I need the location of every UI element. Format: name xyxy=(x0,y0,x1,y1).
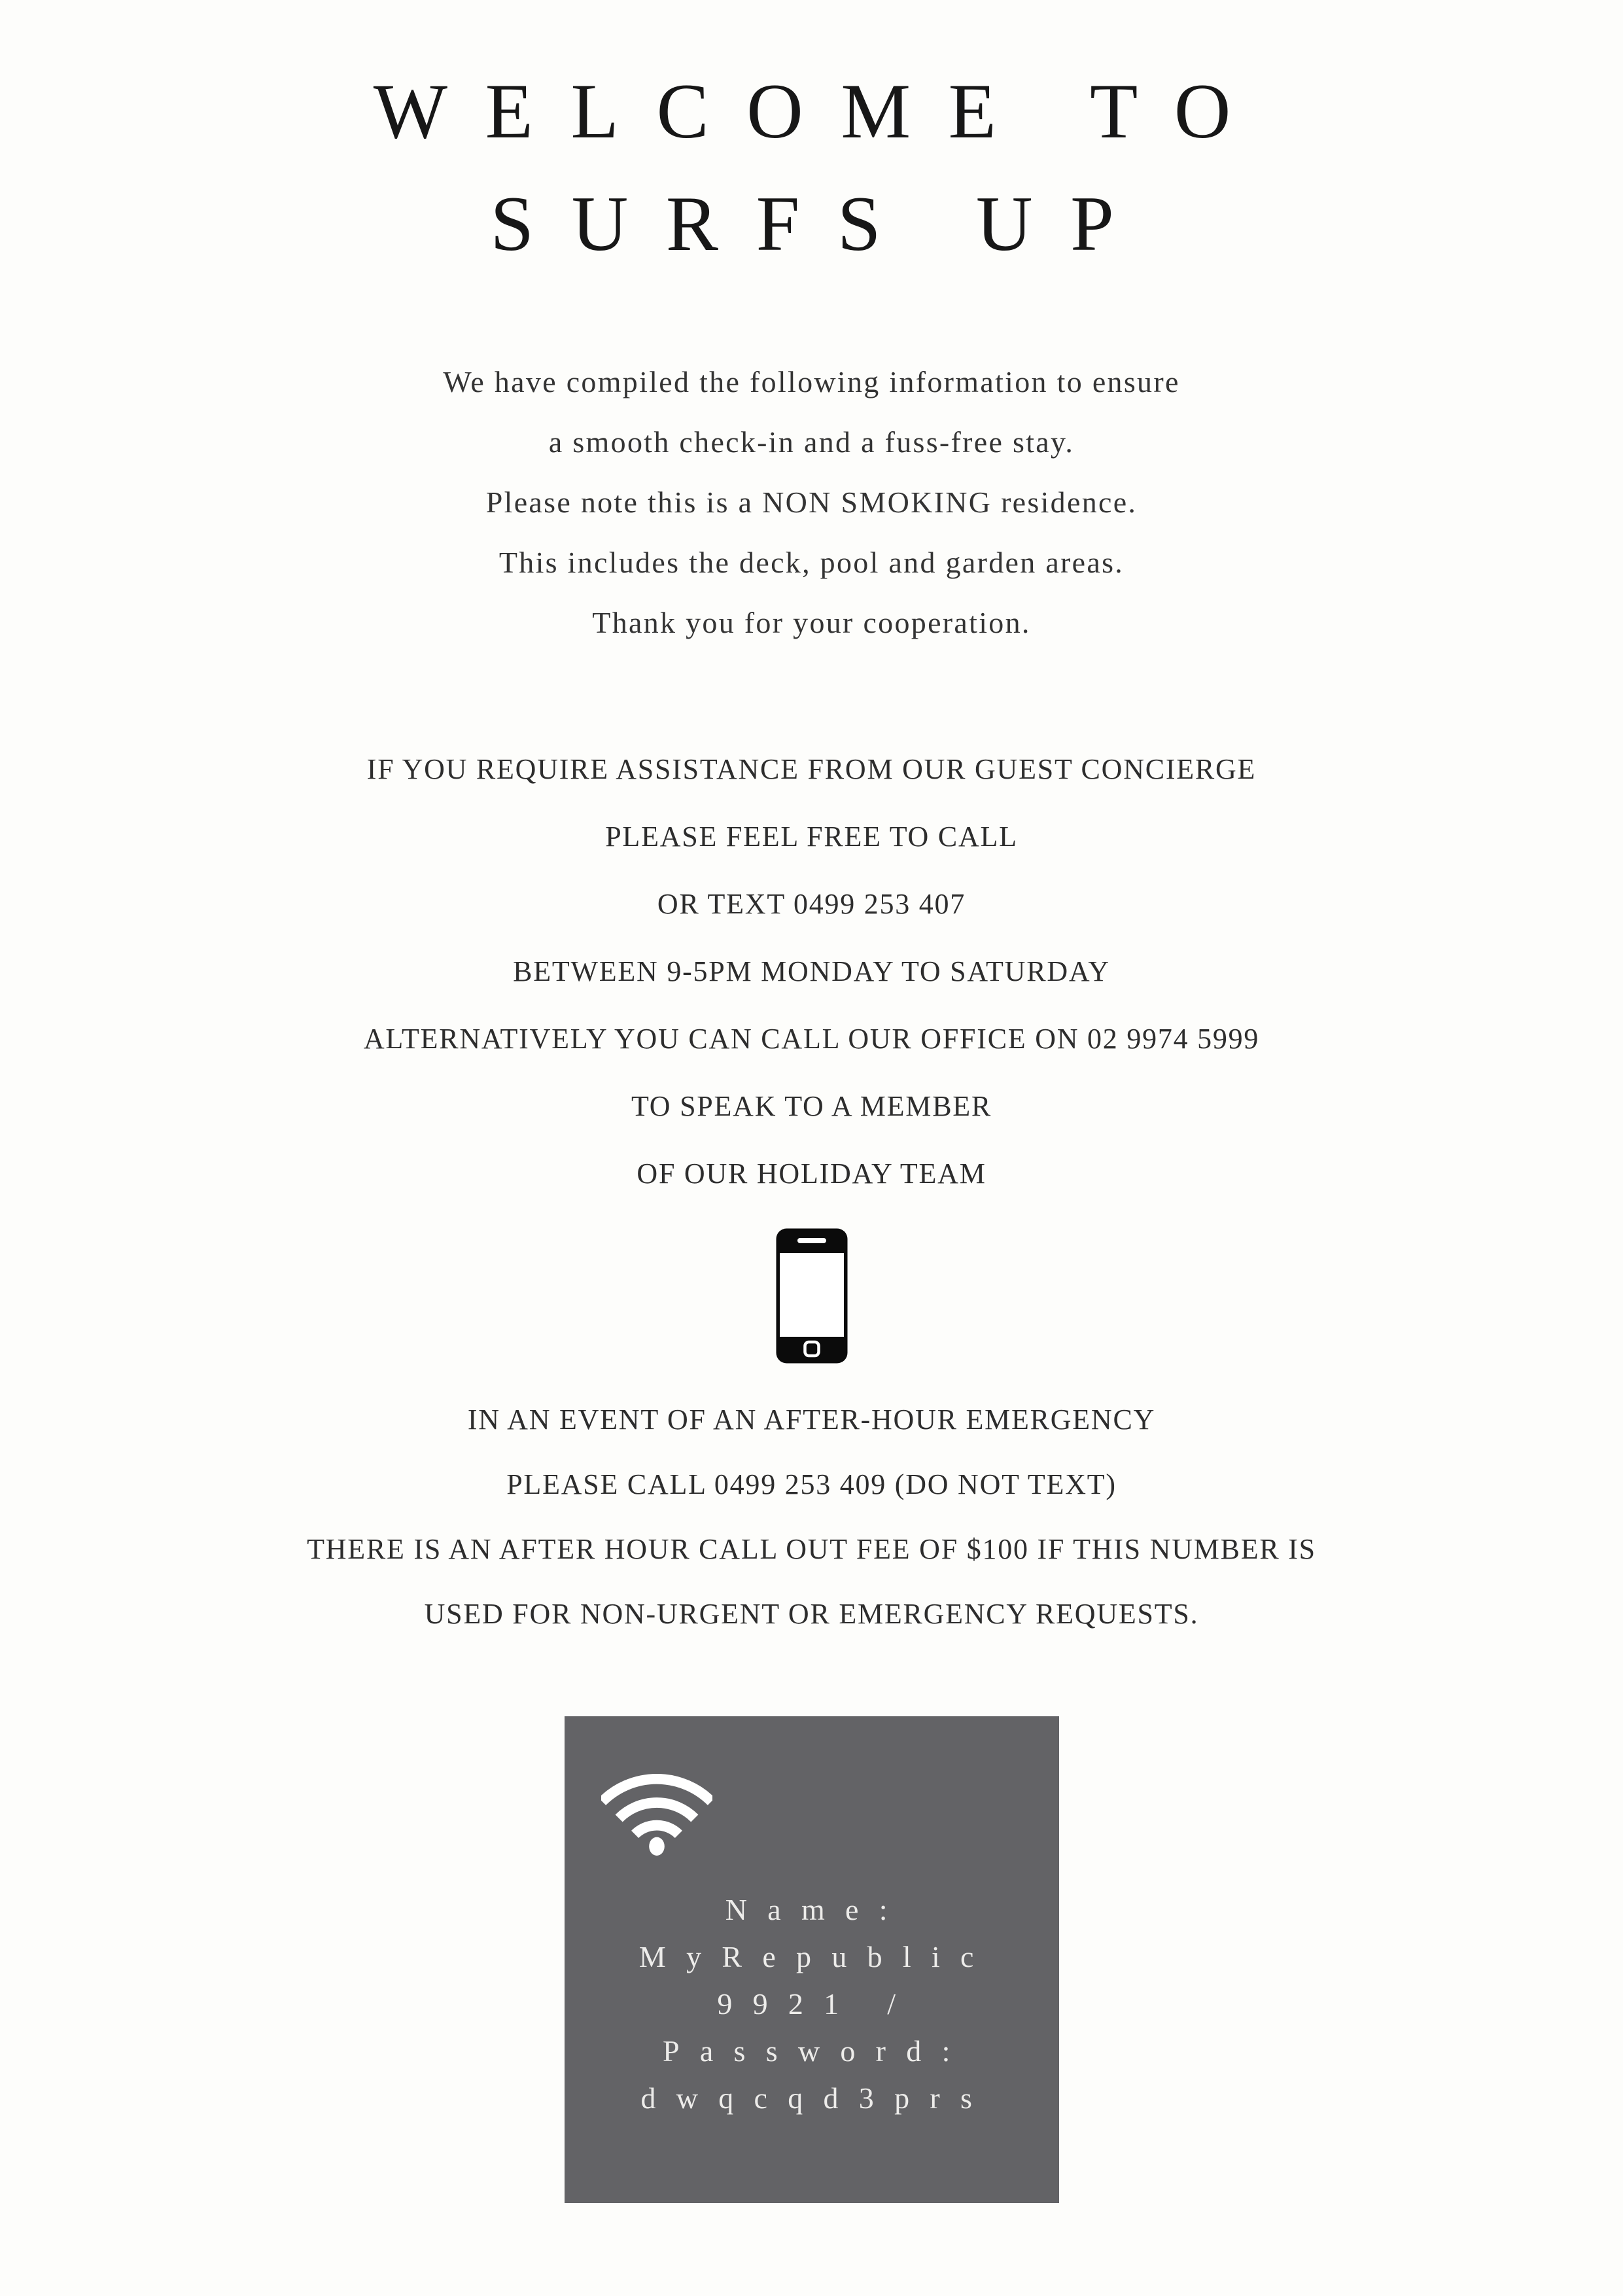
emergency-info xyxy=(0,1387,1623,1646)
emergency-fee-line: THERE IS AN AFTER HOUR CALL OUT FEE OF $100 IF THIS NUMBER IS xyxy=(307,1533,1316,1565)
concierge-text-number-line: OR TEXT 0499 253 407 xyxy=(657,888,966,920)
concierge-line: OF OUR HOLIDAY TEAM xyxy=(637,1157,986,1190)
page-title xyxy=(0,0,1623,280)
wifi-password-label: Password: xyxy=(662,2034,971,2068)
emergency-line: IN AN EVENT OF AN AFTER-HOUR EMERGENCY xyxy=(467,1404,1156,1436)
office-number-line: ALTERNATIVELY YOU CAN CALL OUR OFFICE ON 02 9974 5999 xyxy=(363,1023,1260,1055)
wifi-network-number: 9921 / xyxy=(717,1987,916,2021)
phone-icon-row xyxy=(0,1227,1623,1365)
concierge-line: PLEASE FEEL FREE TO CALL xyxy=(605,821,1018,853)
wifi-icon-wrap xyxy=(565,1716,1059,1856)
wifi-credentials-card xyxy=(565,1716,1059,2203)
intro-line: We have compiled the following information to ensure xyxy=(443,365,1180,398)
intro-line: a smooth check-in and a fuss-free stay. xyxy=(548,425,1075,459)
wifi-icon xyxy=(601,1758,712,1856)
emergency-number-line: PLEASE CALL 0499 253 409 (DO NOT TEXT) xyxy=(506,1468,1117,1500)
wifi-network-name: MyRepublic xyxy=(638,1940,994,1973)
concierge-info xyxy=(0,735,1623,1207)
intro-line: Please note this is a NON SMOKING residence. xyxy=(485,486,1138,519)
emergency-line: USED FOR NON-URGENT OR EMERGENCY REQUESTS. xyxy=(424,1598,1199,1630)
concierge-line: IF YOU REQUIRE ASSISTANCE FROM OUR GUEST CONCIERGE xyxy=(366,753,1257,785)
intro-line: Thank you for your cooperation. xyxy=(592,606,1031,639)
wifi-credentials-text xyxy=(565,1886,1059,2122)
wifi-password-value: dwqcqd3prs xyxy=(640,2081,993,2115)
concierge-line: TO SPEAK TO A MEMBER xyxy=(631,1090,992,1122)
wifi-name-label: Name: xyxy=(725,1893,908,1926)
intro-paragraph xyxy=(0,352,1623,653)
intro-line: This includes the deck, pool and garden areas. xyxy=(498,546,1125,579)
page-title-line-2: SURFS UP xyxy=(490,180,1152,267)
page-title-line-1: WELCOME TO xyxy=(373,67,1268,154)
smartphone-icon xyxy=(775,1227,849,1365)
concierge-hours-line: BETWEEN 9-5PM MONDAY TO SATURDAY xyxy=(513,955,1110,987)
